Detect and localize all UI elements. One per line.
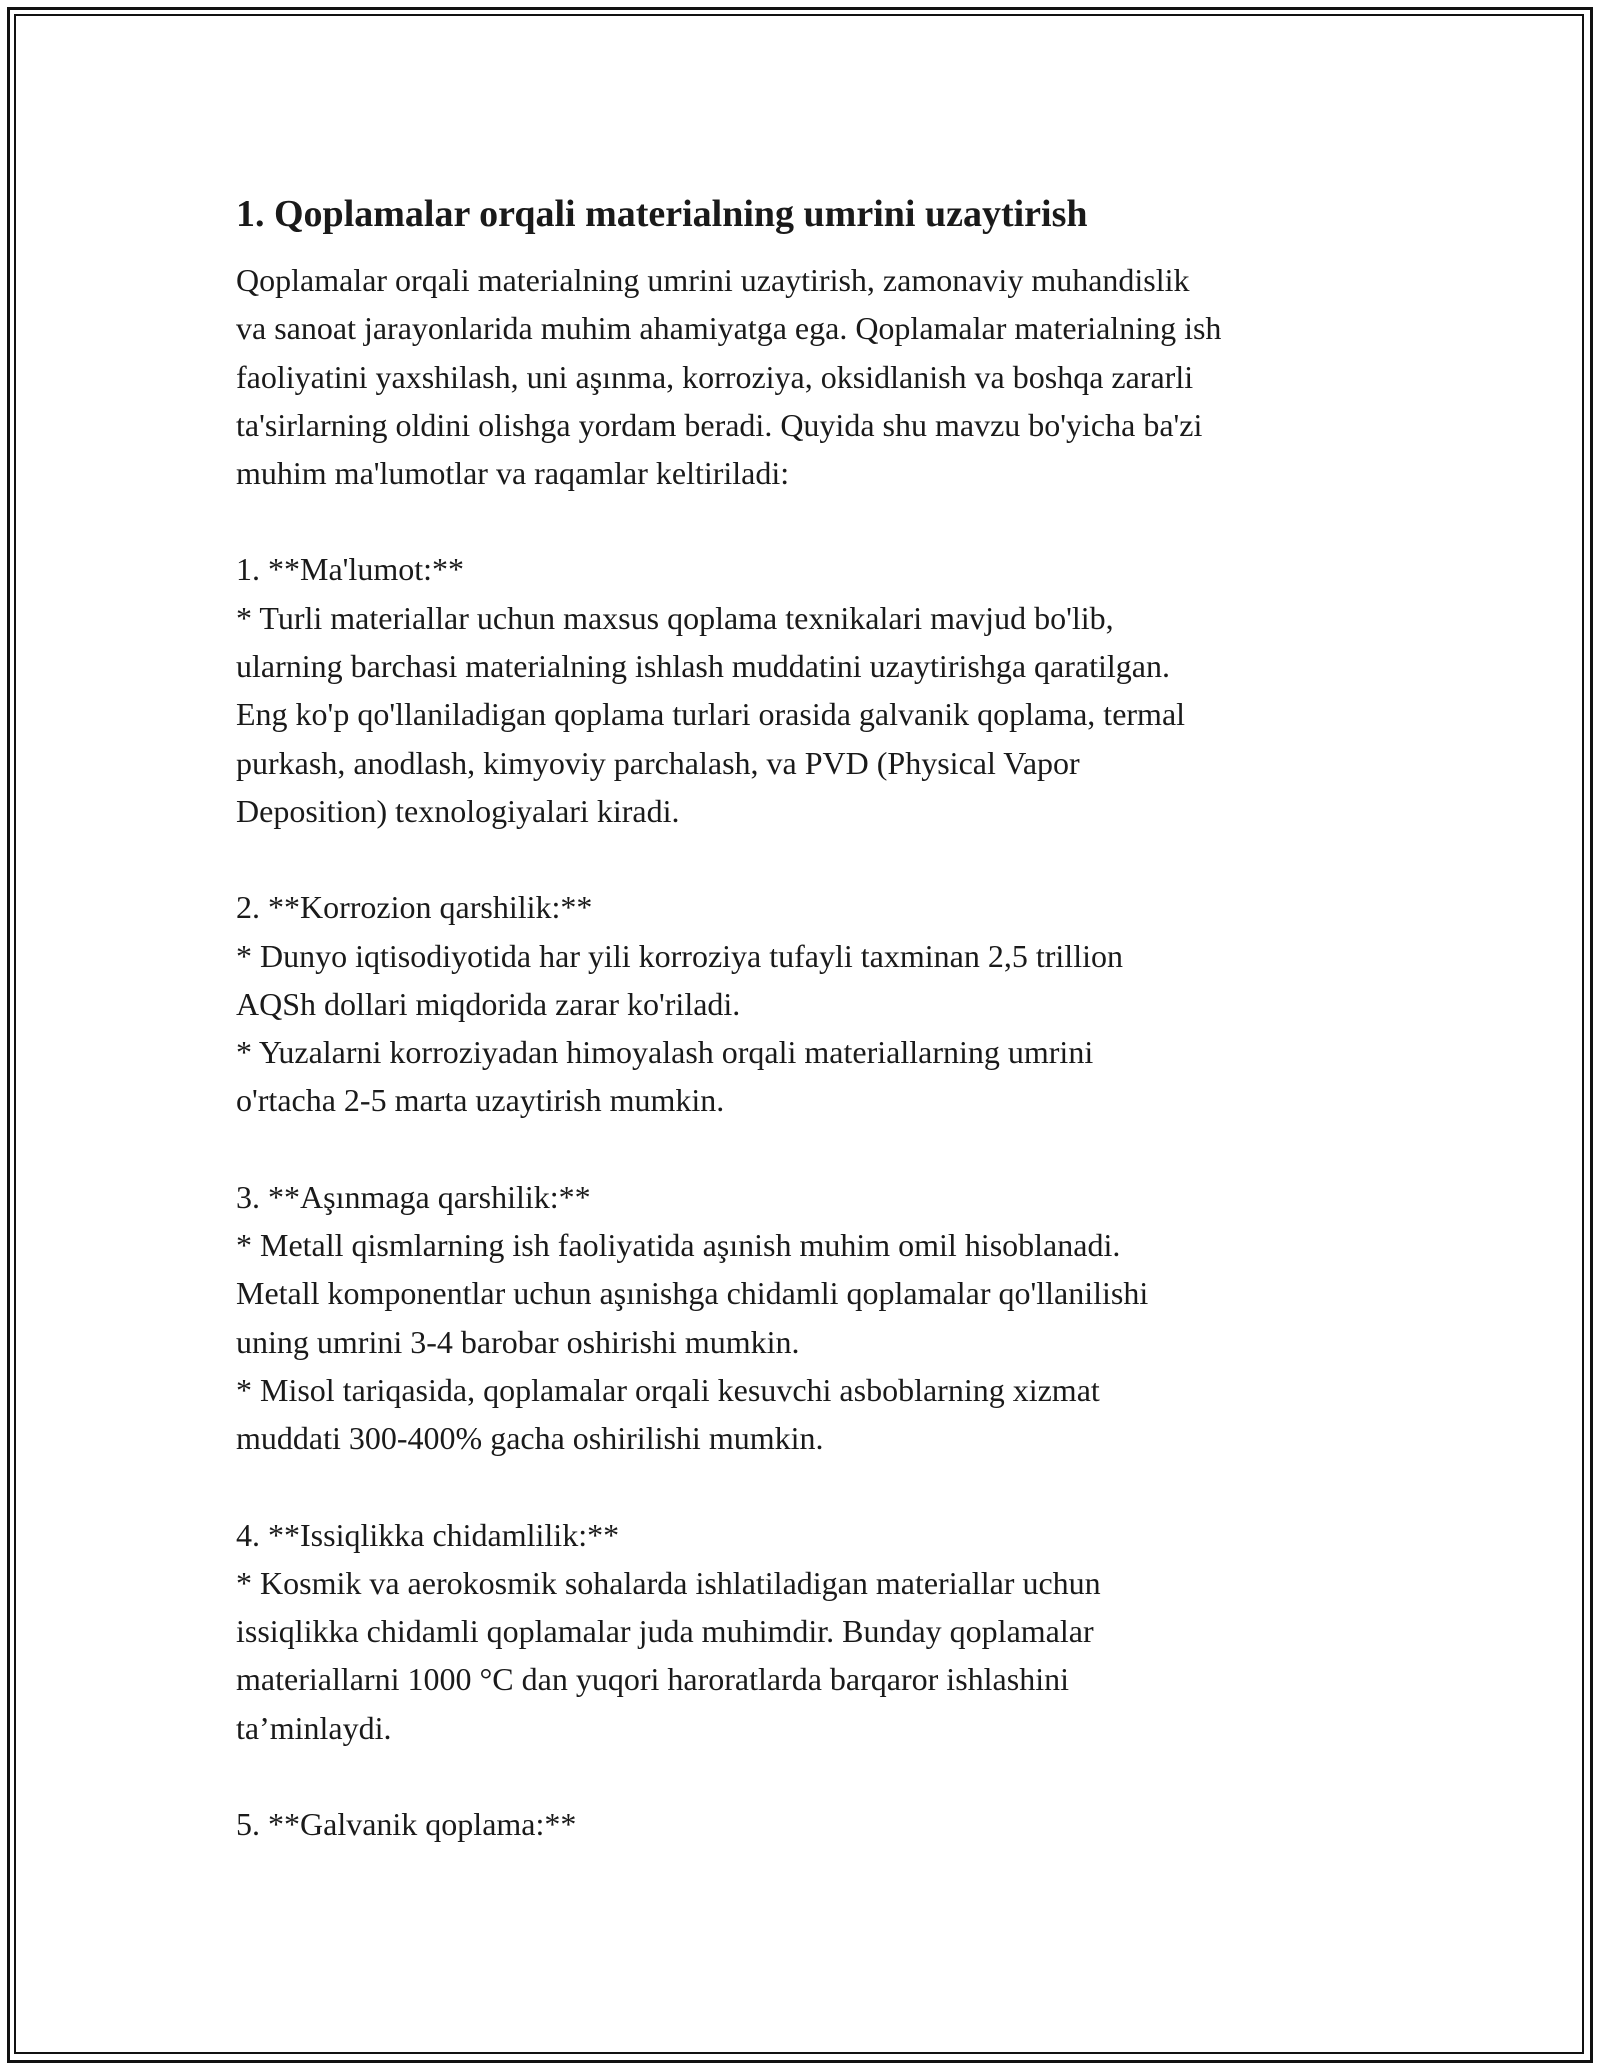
section-body: * Dunyo iqtisodiyotida har yili korroziya tufayli taxminan 2,5 trillion AQSh dollari miqdorida zarar ko'riladi. * Yuzalarni korroziyadan himoyalash orqali materiallarning umrini o'rtacha 2-5 marta uzaytirish mumkin. bbox=[236, 937, 1123, 1119]
section-title: 2. **Korrozion qarshilik:** bbox=[236, 889, 593, 926]
section-title: 5. **Galvanik qoplama:** bbox=[236, 1806, 577, 1843]
page-title: 1. Qoplamalar orqali materialning umrini uzaytirish bbox=[236, 193, 1088, 235]
section-issiqlikka-chidamlilik bbox=[236, 1511, 1386, 1752]
section-korrozion-qarshilik bbox=[236, 883, 1386, 1124]
section-body: * Kosmik va aerokosmik sohalarda ishlatiladigan materiallar uchun issiqlikka chidamli qoplamalar juda muhimdir. Bunday qoplamalar materiallarni 1000 °C dan yuqori haroratlarda barqaror ishlashini ta’minlaydi. bbox=[236, 1564, 1101, 1746]
section-galvanik-qoplama bbox=[236, 1800, 1386, 1848]
section-body: * Metall qismlarning ish faoliyatida aşınish muhim omil hisoblanadi. Metall komponentlar uchun aşınishga chidamli qoplamalar qo'llanilishi uning umrini 3-4 barobar oshirishi mumkin. * Misol tariqasida, qoplamalar orqali kesuvchi asboblarning xizmat muddati 300-400% gacha oshirilishi mumkin. bbox=[236, 1227, 1149, 1457]
document-body bbox=[236, 186, 1386, 1848]
section-title: 1. **Ma'lumot:** bbox=[236, 551, 464, 588]
section-title: 3. **Aşınmaga qarshilik:** bbox=[236, 1178, 591, 1215]
section-asinmaga-qarshilik bbox=[236, 1173, 1386, 1463]
section-title: 4. **Issiqlikka chidamlilik:** bbox=[236, 1516, 620, 1553]
section-body: * Turli materiallar uchun maxsus qoplama texnikalari mavjud bo'lib, ularning barchasi materialning ishlash muddatini uzaytirishga qaratilgan. Eng ko'p qo'llaniladigan qoplama turlari orasida galvanik qoplama, termal purkash, anodlash, kimyoviy parchalash, va PVD (Physical Vapor Deposition) texnologiyalari kiradi. bbox=[236, 599, 1186, 829]
section-malumot bbox=[236, 545, 1386, 835]
intro-paragraph: Qoplamalar orqali materialning umrini uzaytirish, zamonaviy muhandislik va sanoat jarayonlarida muhim ahamiyatga ega. Qoplamalar materialning ish faoliyatini yaxshilash, uni aşınma, korroziya, oksidlanish va boshqa zararli ta'sirlarning oldini olishga yordam beradi. Quyida shu mavzu bo'yicha ba'zi muhim ma'lumotlar va raqamlar keltiriladi: bbox=[236, 262, 1222, 492]
